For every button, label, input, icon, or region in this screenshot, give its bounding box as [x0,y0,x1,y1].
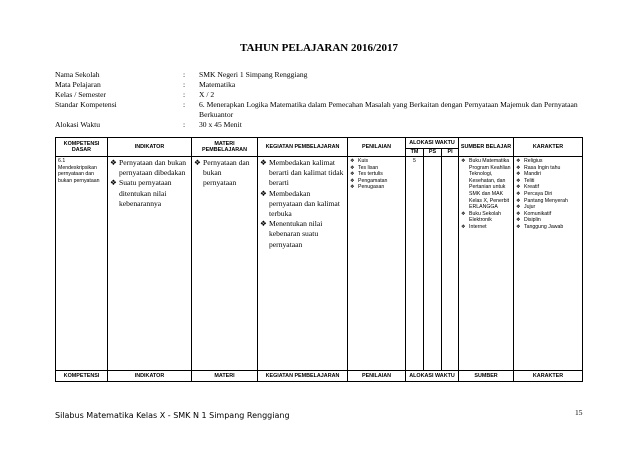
meta-label: Kelas / Semester [55,90,107,99]
cell-penilaian [348,157,406,371]
meta-colon: : [183,70,186,79]
list-item: ❖ Kuis [350,158,403,165]
meta-colon: : [183,90,186,99]
header-alokasi-waktu: ALOKASI WAKTU [406,138,459,149]
list-item: ❖ Tes tertulis [350,171,403,178]
meta-value: 30 x 45 Menit [199,120,242,129]
header-ps: PS [424,149,442,157]
footer-penilaian: PENILAIAN [348,371,406,382]
list-item: ❖ Menentukan nilai kebenaran suatu pernyataan [260,219,345,250]
meta-row-standard [55,100,589,120]
list-item: ❖ Penugasan [350,184,403,191]
header-penilaian: PENILAIAN [348,138,406,157]
list-item: ❖ Mandiri [516,171,580,178]
meta-row-subject [55,80,589,90]
header-pi: PI [442,149,459,157]
list-item: ❖ Tanggung Jawab [516,224,580,231]
footer-kompetensi: KOMPETENSI [56,371,108,382]
meta-row-time [55,120,589,130]
list-item: ❖ Buku Matematika Program Keahlian Teknologi, Kesehatan, dan Pertanian untuk SMK dan MAK Kelas X, Penerbit ERLANGGA [461,158,511,211]
meta-value: 6. Menerapkan Logika Matematika dalam Pemecahan Masalah yang Berkaitan dengan Pernyataan Majemuk dan Pernyataan Berkuantor [199,100,578,119]
list-item: ❖ Internet [461,224,511,231]
list-item: ❖ Komunikatif [516,211,580,218]
cell-ps [424,157,442,371]
footer-indikator: INDIKATOR [108,371,192,382]
list-item: ❖ Jujur [516,204,580,211]
meta-label: Alokasi Waktu [55,120,101,129]
list-item: ❖ Pernyataan dan bukan pernyataan dibedakan [110,158,189,178]
meta-row-class [55,90,589,100]
cell-kompetensi-dasar: 6.1 Mendeskripsikan pernyataan dan bukan pernyataan [56,157,108,371]
meta-colon: : [183,100,186,109]
header-kegiatan: KEGIATAN PEMBELAJARAN [258,138,348,157]
table-row [56,157,583,371]
meta-row-school [55,70,589,80]
list-item: ❖ Rasa Ingin tahu [516,165,580,172]
footer-materi: MATERI [192,371,258,382]
cell-indikator [108,157,192,371]
footer-kegiatan: KEGIATAN PEMBELAJARAN [258,371,348,382]
meta-label: Mata Pelajaran [55,80,101,89]
list-item: ❖ Pantang Menyerah [516,198,580,205]
header-materi: MATERI PEMBELAJARAN [192,138,258,157]
table-footer-row [56,371,583,382]
list-item: ❖ Pengamatan [350,178,403,185]
header-indikator: INDIKATOR [108,138,192,157]
cell-materi [192,157,258,371]
footer-alokasi: ALOKASI WAKTU [406,371,459,382]
list-item: ❖ Membedakan kalimat berarti dan kalimat tidak berarti [260,158,345,189]
list-item: ❖ Teliti [516,178,580,185]
meta-colon: : [183,80,186,89]
header-kompetensi-dasar: KOMPETENSI DASAR [56,138,108,157]
list-item: ❖ Buku Sekolah Elektronik [461,211,511,224]
syllabus-meta [55,70,589,130]
list-item: ❖ Religius [516,158,580,165]
list-item: ❖ Percaya Diri [516,191,580,198]
cell-tm: 5 [406,157,424,371]
list-item: ❖ Kreatif [516,184,580,191]
meta-value: SMK Negeri 1 Simpang Renggiang [199,70,308,79]
list-item: ❖ Pernyataan dan bukan pernyataan [194,158,255,189]
meta-label: Standar Kompetensi [55,100,117,109]
meta-label: Nama Sekolah [55,70,100,79]
meta-colon: : [183,120,186,129]
cell-kegiatan [258,157,348,371]
cell-sumber [459,157,514,371]
page-number: 15 [575,408,583,417]
header-sumber-belajar: SUMBER BELAJAR [459,138,514,157]
list-item: ❖ Tes lisan [350,165,403,172]
meta-value: X / 2 [199,90,215,99]
header-tm: TM [406,149,424,157]
footer-sumber: SUMBER [459,371,514,382]
list-item: ❖ Membedakan pernyataan dan kalimat terbuka [260,189,345,220]
cell-pi [442,157,459,371]
syllabus-table [55,137,583,382]
footer-karakter: KARAKTER [514,371,583,382]
list-item: ❖ Disiplin [516,217,580,224]
document-title: TAHUN PELAJARAN 2016/2017 [239,42,399,54]
meta-value: Matematika [199,80,236,89]
list-item: ❖ Suatu pernyataan ditentukan nilai kebenarannya [110,178,189,209]
header-karakter: KARAKTER [514,138,583,157]
page-footer: Silabus Matematika Kelas X - SMK N 1 Simpang Renggiang [55,411,290,420]
cell-karakter [514,157,583,371]
